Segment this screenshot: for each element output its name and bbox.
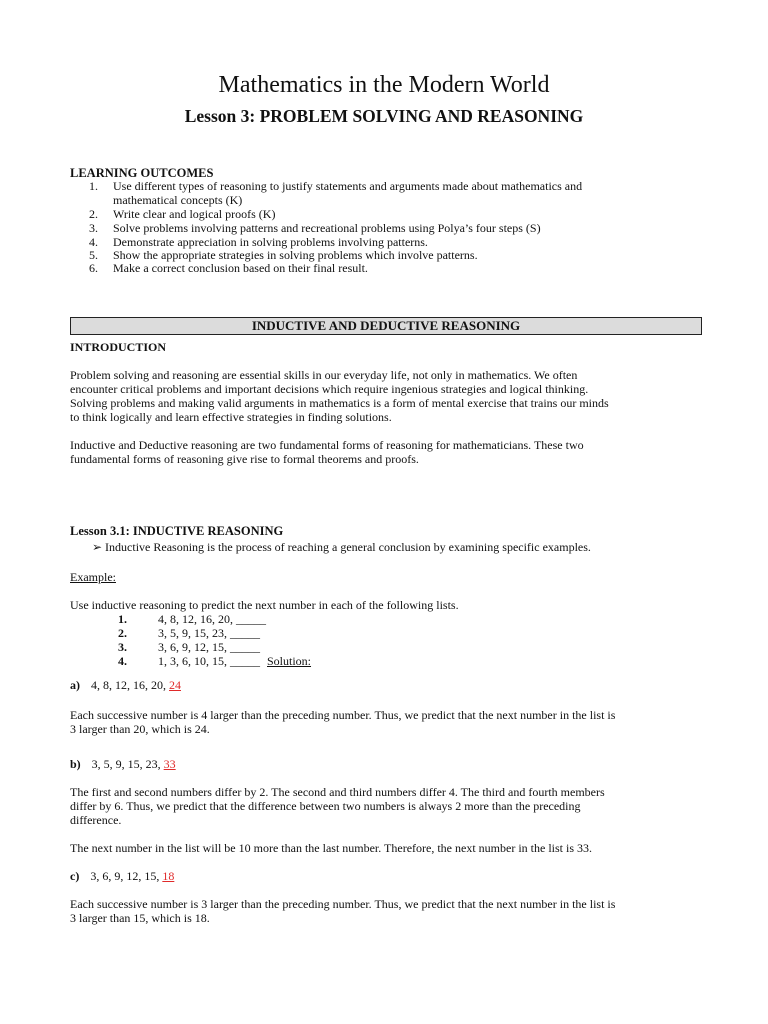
example-list-item: 3. — [118, 640, 127, 654]
example-list-sequence: 3, 6, 9, 12, 15, _____ — [158, 640, 260, 654]
answer-c-explanation-line: 3 larger than 15, which is 18. — [70, 911, 210, 925]
lesson-3-1-heading: Lesson 3.1: INDUCTIVE REASONING — [70, 524, 284, 538]
answer-b: b) 3, 5, 9, 15, 23, 33 — [70, 757, 176, 771]
inductive-definition: ➢ Inductive Reasoning is the process of reaching a general conclusion by examining specific examples. — [92, 540, 591, 554]
example-instruction: Use inductive reasoning to predict the next number in each of the following lists. — [70, 598, 459, 612]
answer-c-value: 18 — [162, 869, 175, 883]
answer-a: a) 4, 8, 12, 16, 20, 24 — [70, 678, 181, 692]
section-banner: INDUCTIVE AND DEDUCTIVE REASONING — [70, 317, 702, 335]
example-list-sequence: 1, 3, 6, 10, 15, _____ Solution: — [158, 654, 312, 668]
intro-paragraph-line: Problem solving and reasoning are essential skills in our everyday life, not only in mathematics. We often — [70, 368, 578, 382]
answer-c-explanation-line: Each successive number is 3 larger than the preceding number. Thus, we predict that the next number in the list is — [70, 897, 616, 911]
answer-c: c) 3, 6, 9, 12, 15, 18 — [70, 869, 175, 883]
lesson-title: Lesson 3: PROBLEM SOLVING AND REASONING — [184, 106, 584, 126]
example-list-item: 1. — [118, 612, 127, 626]
intro-paragraph-line: to think logically and learn effective strategies in finding solutions. — [70, 410, 392, 424]
answer-b-explanation-line: difference. — [70, 813, 122, 827]
introduction-heading: INTRODUCTION — [70, 340, 167, 354]
intro-paragraph-line: Inductive and Deductive reasoning are two fundamental forms of reasoning for mathematicians. These two — [70, 438, 584, 452]
intro-paragraph-line: Solving problems and making valid arguments in mathematics is a form of mental exercise that trains our minds — [70, 396, 609, 410]
answer-a-value: 24 — [169, 678, 181, 692]
example-list-sequence: 4, 8, 12, 16, 20, _____ — [158, 612, 266, 626]
example-list-sequence: 3, 5, 9, 15, 23, _____ — [158, 626, 260, 640]
example-label: Example: — [70, 570, 116, 584]
answer-b-conclusion: The next number in the list will be 10 more than the last number. Therefore, the next number in the list is 33. — [70, 841, 592, 855]
intro-paragraph-line: encounter critical problems and important decisions which require ingenious strategies and logical thinking. — [70, 382, 589, 396]
solution-label: Solution: — [267, 654, 312, 668]
example-list-item: 2. — [118, 626, 127, 640]
answer-b-explanation-line: differ by 6. Thus, we predict that the difference between two numbers is always 2 more than the preceding — [70, 799, 581, 813]
answer-a-explanation-line: Each successive number is 4 larger than the preceding number. Thus, we predict that the next number in the list is — [70, 708, 616, 722]
example-list-item: 4. — [118, 654, 127, 668]
intro-paragraph-line: fundamental forms of reasoning give rise to formal theorems and proofs. — [70, 452, 419, 466]
answer-b-value: 33 — [163, 757, 176, 771]
answer-a-explanation-line: 3 larger than 20, which is 24. — [70, 722, 210, 736]
document-title: Mathematics in the Modern World — [218, 72, 550, 98]
learning-outcomes-heading: LEARNING OUTCOMES — [70, 166, 214, 180]
answer-b-explanation-line: The first and second numbers differ by 2. The second and third numbers differ 4. The third and fourth members — [70, 785, 605, 799]
